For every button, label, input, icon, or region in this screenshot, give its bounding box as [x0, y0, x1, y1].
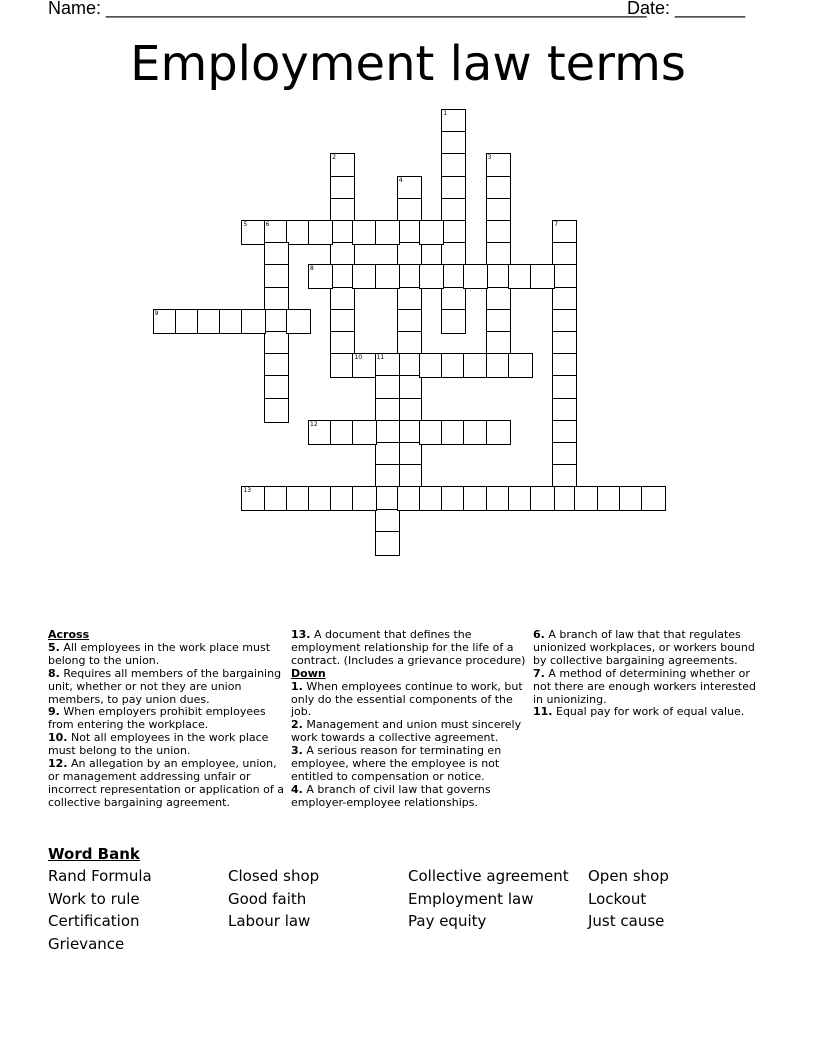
word-bank-item: Labour law: [228, 912, 311, 931]
word-bank-item: Employment law: [408, 889, 534, 908]
clue-across-8: 8. Requires all members of the bargaining unit, whether or not they are union members, to pay union dues.: [48, 666, 282, 706]
clue-down-11: 11. Equal pay for work of equal value.: [533, 705, 745, 719]
clue-down-6: 6. A branch of law that that regulates unionized workplaces, or workers bound by collective bargaining agreements.: [533, 628, 755, 667]
clue-number: 1: [443, 110, 448, 117]
grid-cell[interactable]: [441, 309, 466, 334]
clue-number: 7: [554, 221, 559, 228]
clue-across-10: 10. Not all employees in the work place must belong to the union.: [48, 731, 269, 758]
clue-across-13: 13. A document that defines the employment relationship for the life of a contract. (Includes a grievance procedure): [291, 628, 526, 667]
grid-cell[interactable]: [286, 309, 311, 334]
down-heading: Down: [291, 666, 326, 680]
clue-number: 8: [310, 265, 314, 273]
word-bank-item: Lockout: [588, 889, 647, 908]
date-line: Date: _______: [627, 0, 746, 18]
grid-cell[interactable]: [463, 264, 488, 289]
word-bank-item: Closed shop: [228, 867, 320, 885]
grid-cell[interactable]: [352, 486, 377, 511]
clue-down-7: 7. A method of determining whether or not there are enough workers interested in unionizing.: [533, 666, 756, 706]
word-bank-item: Grievance: [48, 934, 125, 953]
grid-cell[interactable]: [530, 264, 555, 289]
clue-down-1: 1. When employees continue to work, but only do the essential components of the job.: [291, 679, 523, 719]
clue-number: 9: [154, 309, 159, 317]
clue-across-12: 12. An allegation by an employee, union, or management addressing unfair or incorrect representation or application of a collective bargaining agreement.: [48, 757, 284, 809]
word-bank-item: Pay equity: [408, 912, 487, 931]
grid-cell[interactable]: [641, 486, 666, 511]
clue-across-5: 5. All employees in the work place must belong to the union.: [48, 640, 271, 667]
clue-number: 2: [332, 154, 337, 162]
word-bank-item: Good faith: [228, 889, 307, 908]
clue-down-4: 4. A branch of civil law that governs employer-employee relationships.: [291, 782, 491, 809]
word-bank-item: Certification: [48, 912, 140, 931]
word-bank-heading: Word Bank: [48, 845, 140, 863]
clue-number: 10: [354, 354, 363, 362]
clue-number: 4: [398, 176, 403, 184]
clue-number: 13: [243, 487, 252, 495]
grid-cell[interactable]: [352, 420, 377, 445]
clues-column-3: [533, 629, 769, 719]
grid-cell[interactable]: [375, 220, 400, 245]
clues-column-1: [48, 629, 284, 810]
word-bank-item: Collective agreement: [408, 867, 569, 885]
clue-across-9: 9. When employers prohibit employees from entering the workplace.: [48, 705, 266, 732]
grid-cell[interactable]: [419, 220, 444, 245]
clue-number: 5: [243, 221, 248, 228]
word-bank-item: Work to rule: [48, 889, 140, 908]
clue-number: 6: [265, 221, 270, 228]
across-heading: Across: [48, 628, 90, 641]
grid-cell[interactable]: [486, 420, 511, 445]
page-title: Employment law terms: [130, 36, 686, 92]
grid-cell[interactable]: [308, 220, 333, 245]
clues-column-2: [291, 629, 527, 810]
grid-cell[interactable]: [264, 398, 289, 423]
grid-cell[interactable]: [419, 264, 444, 289]
grid-cell[interactable]: [530, 486, 555, 511]
word-bank-item: Open shop: [588, 867, 669, 885]
word-bank-item: Just cause: [588, 912, 665, 931]
clue-number: 12: [310, 420, 318, 428]
name-line: Name: ______________________________________________________: [48, 0, 647, 18]
grid-cell[interactable]: [508, 353, 533, 378]
grid-cell[interactable]: [375, 531, 400, 556]
clue-down-2: 2. Management and union must sincerely work towards a collective agreement.: [291, 718, 522, 745]
grid-cell[interactable]: [241, 309, 266, 334]
clue-number: 11: [376, 354, 385, 362]
clue-number: 3: [487, 154, 492, 162]
clue-down-3: 3. A serious reason for terminating en employee, where the employee is not entitled to compensation or notice.: [291, 744, 502, 783]
grid-cell[interactable]: [308, 264, 333, 289]
grid-cell[interactable]: [375, 264, 400, 289]
word-bank-item: Rand Formula: [48, 867, 152, 885]
